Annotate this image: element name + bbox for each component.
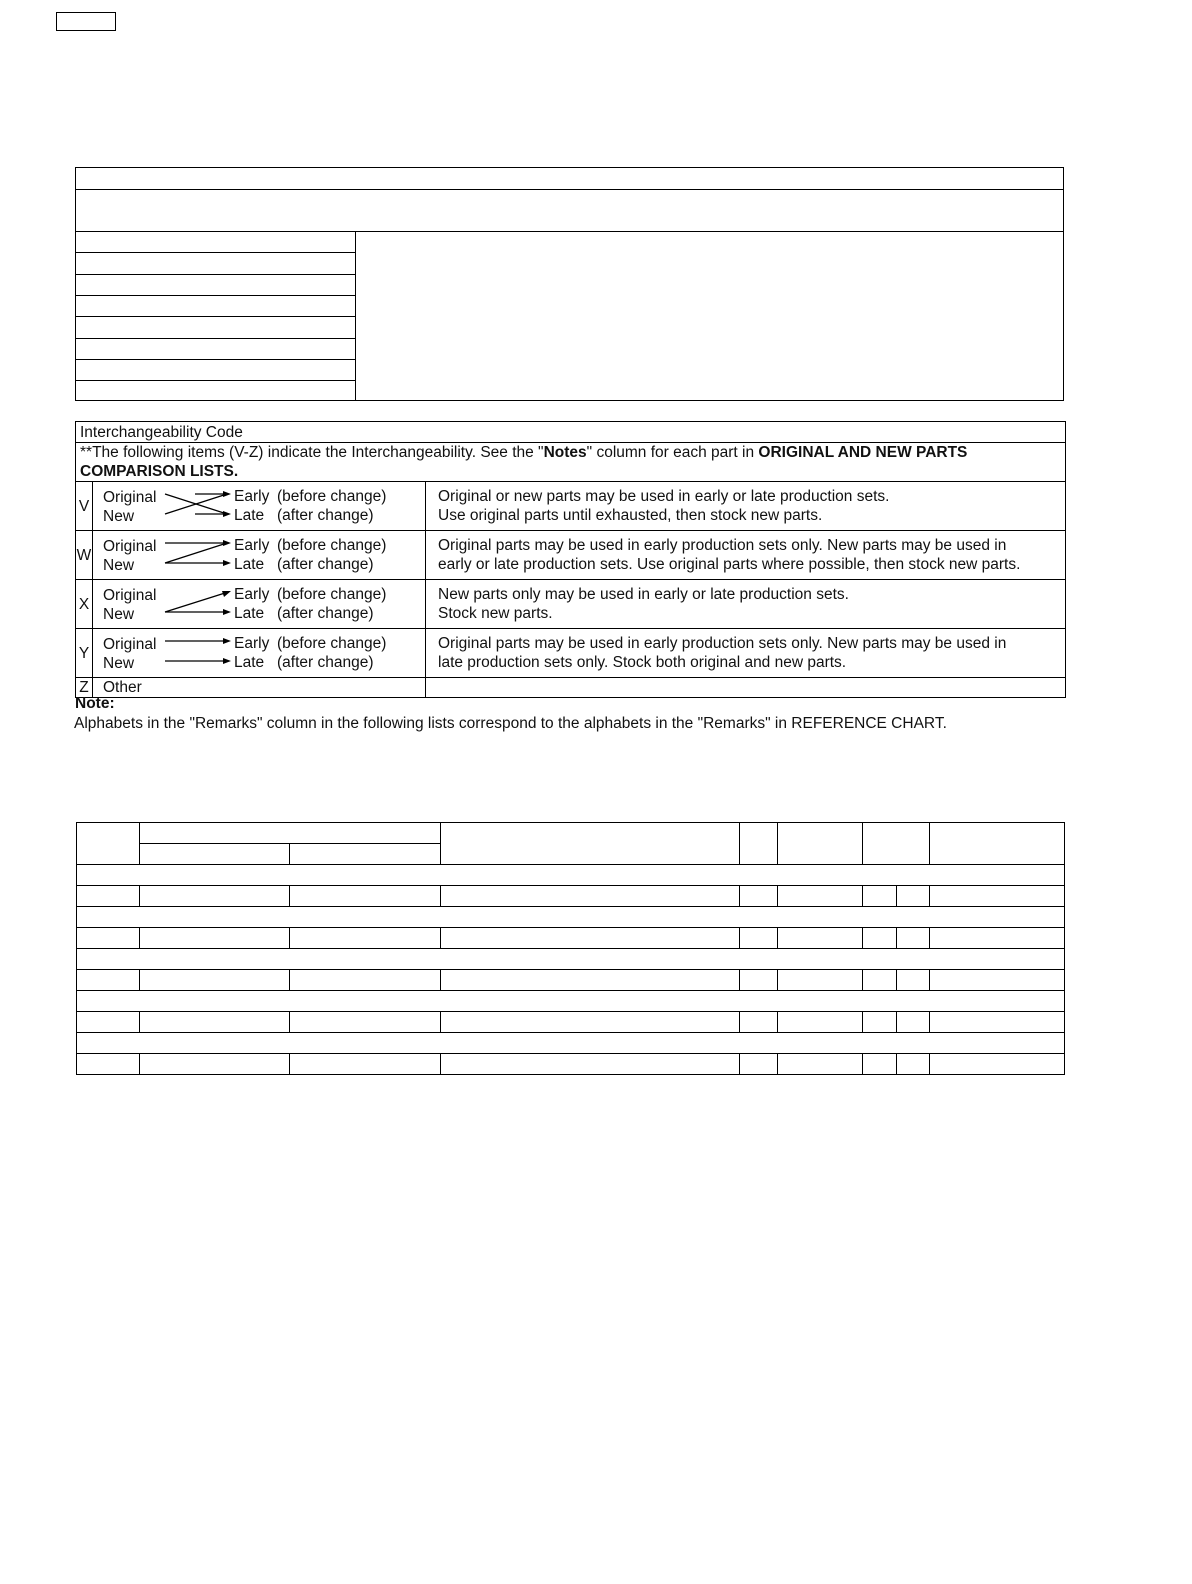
note-title: Note:: [75, 695, 115, 712]
code-letter: X: [76, 580, 93, 629]
z-arrows-icon: [163, 539, 233, 569]
cell: [290, 1012, 441, 1033]
form-row-line: [76, 380, 355, 381]
cell: [77, 970, 140, 991]
code-row-w: [76, 531, 1066, 580]
cell: [896, 928, 929, 949]
label-late: Late: [234, 556, 265, 573]
intro-text-middle: " column for each part in: [586, 444, 759, 461]
table-section-row: [77, 991, 1065, 1012]
cell: [140, 928, 290, 949]
description-line: Original parts may be used in early production sets only. New parts may be used in: [438, 537, 1007, 554]
header-cell: [862, 823, 929, 865]
table-row: [77, 1054, 1065, 1075]
form-row-line: [76, 359, 355, 360]
label-new: New: [103, 606, 135, 623]
table-section-row: [77, 907, 1065, 928]
section-cell: [77, 991, 1065, 1012]
header-cell: [290, 844, 441, 865]
cell: [777, 970, 862, 991]
cell: [862, 886, 896, 907]
label-after-change: (after change): [277, 556, 374, 573]
note-text: Alphabets in the "Remarks" column in the following lists correspond to the alphabets in the "Remarks" in REFERENCE CHART.: [74, 715, 947, 732]
label-after-change: (after change): [277, 507, 374, 524]
code-diagram: [93, 580, 426, 629]
table-row: [77, 1012, 1065, 1033]
cell: [862, 970, 896, 991]
label-late: Late: [234, 507, 265, 524]
form-column-divider: [355, 231, 356, 400]
label-new: New: [103, 557, 135, 574]
code-diagram: [93, 482, 426, 531]
cell: [862, 928, 896, 949]
label-original: Original: [103, 538, 157, 555]
cell: [896, 970, 929, 991]
label-early: Early: [234, 586, 270, 603]
cross-arrows-icon: [163, 490, 233, 520]
cell: [140, 886, 290, 907]
cell: [290, 928, 441, 949]
cell: [77, 1054, 140, 1075]
parts-comparison-table: [76, 822, 1065, 1075]
description-line: New parts only may be used in early or late production sets.: [438, 586, 849, 603]
cell: [140, 1012, 290, 1033]
header-tag-box: [56, 12, 116, 31]
code-other-description: [426, 678, 1066, 698]
cell: [441, 928, 739, 949]
interchangeability-intro: [76, 443, 1066, 482]
label-new: New: [103, 508, 135, 525]
table-header-row: [77, 823, 1065, 844]
code-diagram: [93, 629, 426, 678]
label-before-change: (before change): [277, 635, 387, 652]
cell: [290, 970, 441, 991]
cell: [777, 1012, 862, 1033]
header-cell: [77, 823, 140, 865]
cell: [441, 1012, 739, 1033]
form-divider: [76, 231, 1063, 232]
label-before-change: (before change): [277, 488, 387, 505]
label-original: Original: [103, 636, 157, 653]
label-after-change: (after change): [277, 654, 374, 671]
code-row-v: [76, 482, 1066, 531]
parallel-arrows-icon: [163, 637, 233, 667]
cell: [739, 1012, 777, 1033]
cell: [290, 886, 441, 907]
interchangeability-table: [75, 421, 1066, 698]
cell: [862, 1054, 896, 1075]
code-row-x: [76, 580, 1066, 629]
intro-notes: Notes: [543, 444, 587, 461]
code-description: [426, 629, 1066, 678]
cell: [896, 886, 929, 907]
label-original: Original: [103, 587, 157, 604]
diagonal-arrows-icon: [163, 588, 233, 618]
description-line: Original or new parts may be used in early or late production sets.: [438, 488, 890, 505]
header-cell: [777, 823, 862, 865]
description-line: Use original parts until exhausted, then stock new parts.: [438, 507, 823, 524]
cell: [140, 970, 290, 991]
cell: [77, 928, 140, 949]
description-line: Original parts may be used in early production sets only. New parts may be used in: [438, 635, 1007, 652]
intro-text: **The following items (V-Z) indicate the Interchangeability. See the ": [80, 444, 544, 461]
cell: [77, 1012, 140, 1033]
code-letter: Z: [76, 678, 93, 698]
cell: [739, 928, 777, 949]
cell: [929, 1012, 1064, 1033]
section-cell: [77, 907, 1065, 928]
reference-chart-form: [75, 167, 1064, 401]
cell: [777, 886, 862, 907]
cell: [739, 1054, 777, 1075]
label-late: Late: [234, 654, 265, 671]
table-section-row: [77, 1033, 1065, 1054]
label-before-change: (before change): [277, 586, 387, 603]
section-cell: [77, 865, 1065, 886]
header-cell: [739, 823, 777, 865]
cell: [290, 1054, 441, 1075]
cell: [441, 1054, 739, 1075]
form-row-line: [76, 295, 355, 296]
code-description: [426, 531, 1066, 580]
header-cell: [140, 844, 290, 865]
code-row-y: [76, 629, 1066, 678]
code-letter: V: [76, 482, 93, 531]
form-row-line: [76, 338, 355, 339]
label-late: Late: [234, 605, 265, 622]
cell: [896, 1054, 929, 1075]
code-row-z: [76, 678, 1066, 698]
code-letter: W: [76, 531, 93, 580]
section-cell: [77, 949, 1065, 970]
table-row: [77, 886, 1065, 907]
cell: [739, 970, 777, 991]
label-before-change: (before change): [277, 537, 387, 554]
label-after-change: (after change): [277, 605, 374, 622]
interchangeability-title: Interchangeability Code: [76, 422, 1066, 443]
description-line: late production sets only. Stock both original and new parts.: [438, 654, 847, 671]
label-early: Early: [234, 635, 270, 652]
code-diagram: [93, 531, 426, 580]
label-early: Early: [234, 537, 270, 554]
header-cell: [929, 823, 1064, 865]
cell: [929, 1054, 1064, 1075]
cell: [140, 1054, 290, 1075]
description-line: Stock new parts.: [438, 605, 553, 622]
cell: [929, 886, 1064, 907]
description-line: early or late production sets. Use original parts where possible, then stock new parts.: [438, 556, 1021, 573]
cell: [441, 970, 739, 991]
cell: [441, 886, 739, 907]
table-section-row: [77, 949, 1065, 970]
cell: [777, 1054, 862, 1075]
form-divider: [76, 189, 1063, 190]
section-cell: [77, 1033, 1065, 1054]
code-description: [426, 580, 1066, 629]
code-letter: Y: [76, 629, 93, 678]
form-row-line: [76, 252, 355, 253]
label-new: New: [103, 655, 135, 672]
code-description: [426, 482, 1066, 531]
table-row: [77, 928, 1065, 949]
cell: [862, 1012, 896, 1033]
label-early: Early: [234, 488, 270, 505]
header-cell: [441, 823, 739, 865]
table-row: [77, 970, 1065, 991]
label-original: Original: [103, 489, 157, 506]
header-cell: [140, 823, 441, 844]
cell: [77, 886, 140, 907]
table-section-row: [77, 865, 1065, 886]
cell: [739, 886, 777, 907]
cell: [929, 970, 1064, 991]
cell: [929, 928, 1064, 949]
intro-lists: ORIGINAL AND NEW PARTS COMPARISON LISTS.: [80, 444, 968, 480]
form-row-line: [76, 274, 355, 275]
form-row-line: [76, 316, 355, 317]
code-other-label: Other: [93, 678, 426, 698]
cell: [896, 1012, 929, 1033]
cell: [777, 928, 862, 949]
